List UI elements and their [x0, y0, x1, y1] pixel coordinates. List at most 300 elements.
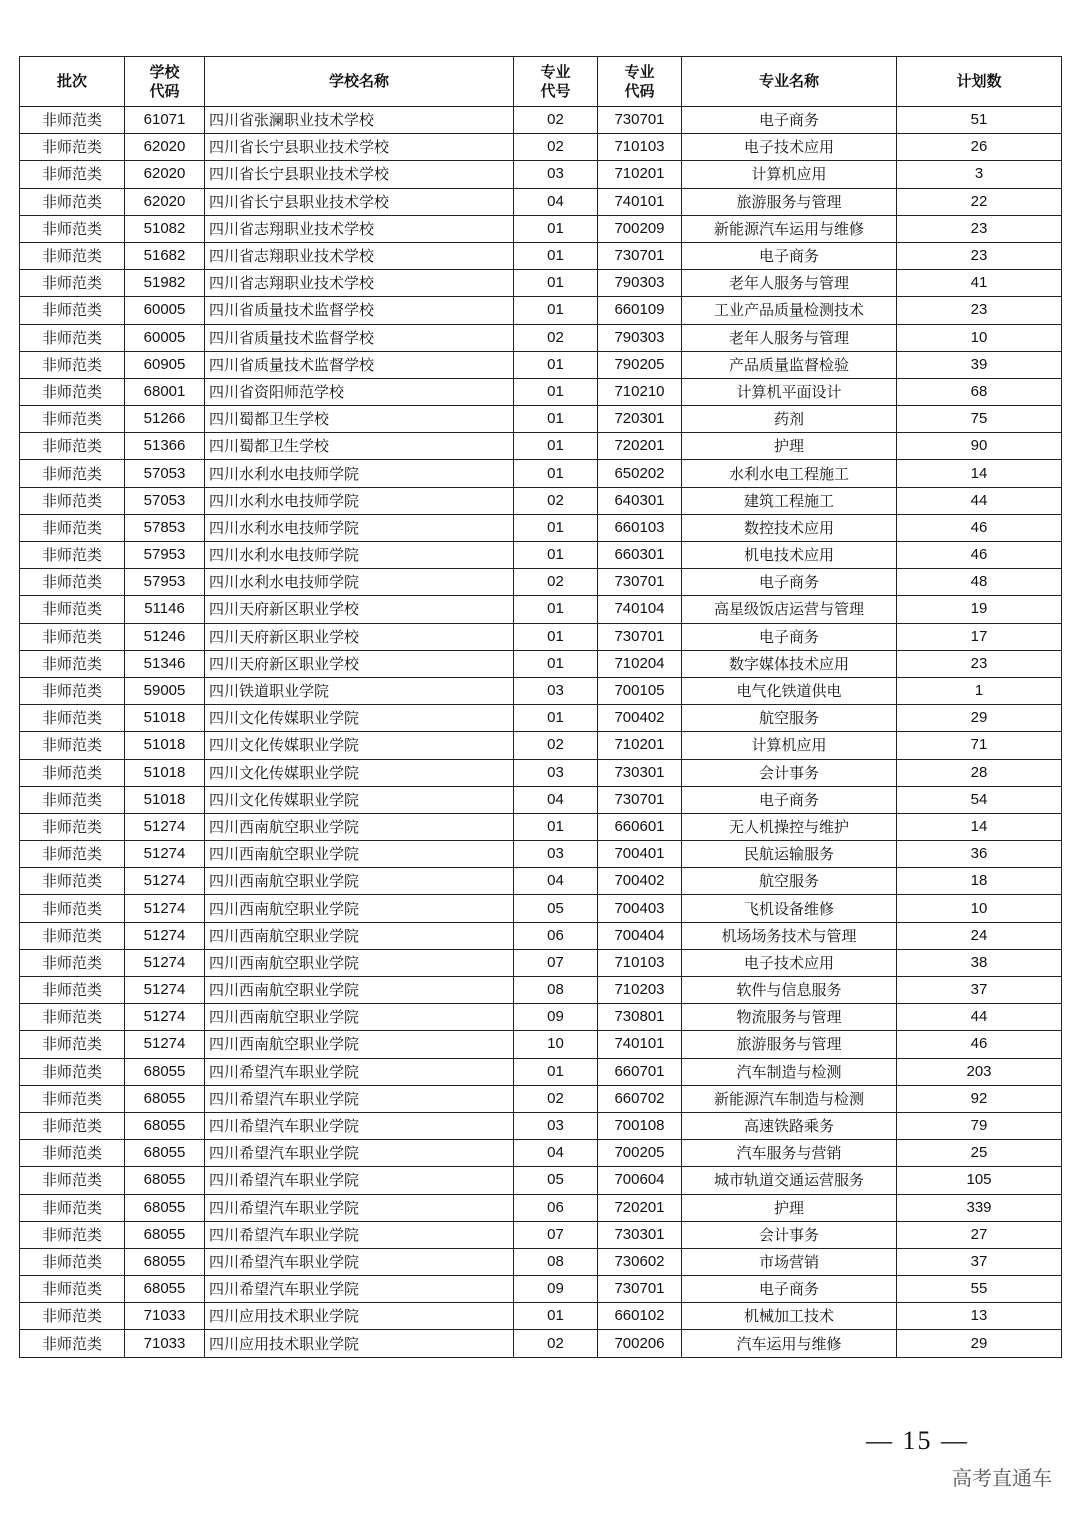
table-row	[20, 650, 1062, 677]
school-name-cell: 四川希望汽车职业学院	[205, 1140, 514, 1167]
table-row	[20, 1112, 1062, 1139]
major-code-cell: 790205	[598, 351, 682, 378]
school-code-cell: 71033	[125, 1330, 205, 1357]
major-no-cell: 01	[514, 378, 598, 405]
major-name-cell: 药剂	[682, 406, 897, 433]
batch-cell: 非师范类	[20, 596, 125, 623]
major-no-cell: 07	[514, 949, 598, 976]
table-row	[20, 732, 1062, 759]
school-code-cell: 62020	[125, 134, 205, 161]
batch-cell: 非师范类	[20, 1276, 125, 1303]
major-no-cell: 01	[514, 460, 598, 487]
school-name-cell: 四川省质量技术监督学校	[205, 297, 514, 324]
batch-cell: 非师范类	[20, 677, 125, 704]
school-name-cell: 四川希望汽车职业学院	[205, 1167, 514, 1194]
major-code-cell: 790303	[598, 270, 682, 297]
batch-cell: 非师范类	[20, 977, 125, 1004]
plan-count-cell: 25	[897, 1140, 1062, 1167]
school-name-cell: 四川水利水电技师学院	[205, 569, 514, 596]
plan-count-cell: 17	[897, 623, 1062, 650]
school-name-cell: 四川水利水电技师学院	[205, 460, 514, 487]
major-code-cell: 730301	[598, 759, 682, 786]
major-code-cell: 720201	[598, 433, 682, 460]
major-no-cell: 01	[514, 1058, 598, 1085]
school-name-cell: 四川希望汽车职业学院	[205, 1058, 514, 1085]
plan-count-cell: 79	[897, 1112, 1062, 1139]
school-name-cell: 四川水利水电技师学院	[205, 487, 514, 514]
batch-cell: 非师范类	[20, 1058, 125, 1085]
major-name-cell: 软件与信息服务	[682, 977, 897, 1004]
table-row	[20, 786, 1062, 813]
batch-cell: 非师范类	[20, 107, 125, 134]
major-name-cell: 计算机应用	[682, 161, 897, 188]
header-major-name: 专业名称	[682, 57, 897, 107]
school-code-cell: 51274	[125, 895, 205, 922]
batch-cell: 非师范类	[20, 1221, 125, 1248]
school-code-cell: 68055	[125, 1194, 205, 1221]
plan-count-cell: 27	[897, 1221, 1062, 1248]
table-row	[20, 1085, 1062, 1112]
table-row	[20, 705, 1062, 732]
major-name-cell: 汽车服务与营销	[682, 1140, 897, 1167]
batch-cell: 非师范类	[20, 270, 125, 297]
major-name-cell: 电子商务	[682, 1276, 897, 1303]
table-row	[20, 351, 1062, 378]
major-name-cell: 会计事务	[682, 759, 897, 786]
major-name-cell: 计算机应用	[682, 732, 897, 759]
table-row	[20, 1058, 1062, 1085]
major-code-cell: 660301	[598, 542, 682, 569]
major-name-cell: 会计事务	[682, 1221, 897, 1248]
table-row	[20, 623, 1062, 650]
school-name-cell: 四川省志翔职业技术学校	[205, 242, 514, 269]
school-code-cell: 57953	[125, 542, 205, 569]
table-row	[20, 1167, 1062, 1194]
major-no-cell: 04	[514, 868, 598, 895]
table-row	[20, 542, 1062, 569]
batch-cell: 非师范类	[20, 242, 125, 269]
table-row	[20, 297, 1062, 324]
batch-cell: 非师范类	[20, 297, 125, 324]
table-row	[20, 868, 1062, 895]
major-name-cell: 高速铁路乘务	[682, 1112, 897, 1139]
major-name-cell: 电子商务	[682, 107, 897, 134]
plan-count-cell: 37	[897, 1248, 1062, 1275]
school-name-cell: 四川天府新区职业学校	[205, 650, 514, 677]
major-code-cell: 730701	[598, 786, 682, 813]
batch-cell: 非师范类	[20, 1194, 125, 1221]
major-no-cell: 02	[514, 569, 598, 596]
major-name-cell: 机电技术应用	[682, 542, 897, 569]
major-no-cell: 06	[514, 1194, 598, 1221]
major-name-cell: 老年人服务与管理	[682, 270, 897, 297]
major-no-cell: 03	[514, 841, 598, 868]
school-code-cell: 51274	[125, 949, 205, 976]
major-no-cell: 02	[514, 732, 598, 759]
school-name-cell: 四川西南航空职业学院	[205, 949, 514, 976]
plan-count-cell: 92	[897, 1085, 1062, 1112]
table-row	[20, 406, 1062, 433]
plan-count-cell: 29	[897, 705, 1062, 732]
school-code-cell: 51346	[125, 650, 205, 677]
watermark: 高考直通车	[952, 1466, 1052, 1490]
major-name-cell: 城市轨道交通运营服务	[682, 1167, 897, 1194]
page-number: — 15 —	[866, 1426, 969, 1455]
school-code-cell: 68055	[125, 1276, 205, 1303]
major-code-cell: 660701	[598, 1058, 682, 1085]
school-code-cell: 71033	[125, 1303, 205, 1330]
batch-cell: 非师范类	[20, 1248, 125, 1275]
school-name-cell: 四川希望汽车职业学院	[205, 1248, 514, 1275]
major-no-cell: 04	[514, 188, 598, 215]
table-row	[20, 270, 1062, 297]
plan-count-cell: 29	[897, 1330, 1062, 1357]
major-name-cell: 电子技术应用	[682, 134, 897, 161]
major-code-cell: 700604	[598, 1167, 682, 1194]
major-code-cell: 740104	[598, 596, 682, 623]
major-name-cell: 建筑工程施工	[682, 487, 897, 514]
batch-cell: 非师范类	[20, 813, 125, 840]
header-major-no: 专业 代号	[514, 57, 598, 107]
school-code-cell: 51274	[125, 977, 205, 1004]
major-no-cell: 05	[514, 1167, 598, 1194]
plan-count-cell: 36	[897, 841, 1062, 868]
school-name-cell: 四川省长宁县职业技术学校	[205, 188, 514, 215]
major-no-cell: 01	[514, 813, 598, 840]
school-code-cell: 57053	[125, 460, 205, 487]
table-row	[20, 1303, 1062, 1330]
major-no-cell: 07	[514, 1221, 598, 1248]
major-no-cell: 02	[514, 487, 598, 514]
major-code-cell: 730801	[598, 1004, 682, 1031]
school-code-cell: 51018	[125, 732, 205, 759]
batch-cell: 非师范类	[20, 215, 125, 242]
school-code-cell: 62020	[125, 161, 205, 188]
major-no-cell: 01	[514, 650, 598, 677]
major-code-cell: 730701	[598, 623, 682, 650]
major-no-cell: 02	[514, 134, 598, 161]
table-row	[20, 161, 1062, 188]
major-no-cell: 01	[514, 406, 598, 433]
school-name-cell: 四川西南航空职业学院	[205, 868, 514, 895]
header-school-name: 学校名称	[205, 57, 514, 107]
major-no-cell: 02	[514, 107, 598, 134]
batch-cell: 非师范类	[20, 1330, 125, 1357]
school-name-cell: 四川西南航空职业学院	[205, 977, 514, 1004]
major-code-cell: 720301	[598, 406, 682, 433]
table-row	[20, 215, 1062, 242]
major-no-cell: 01	[514, 270, 598, 297]
table-row	[20, 841, 1062, 868]
table-header-row	[20, 57, 1062, 107]
major-no-cell: 03	[514, 677, 598, 704]
batch-cell: 非师范类	[20, 759, 125, 786]
plan-count-cell: 22	[897, 188, 1062, 215]
header-batch: 批次	[20, 57, 125, 107]
school-code-cell: 51082	[125, 215, 205, 242]
table-row	[20, 1221, 1062, 1248]
school-name-cell: 四川省长宁县职业技术学校	[205, 134, 514, 161]
major-code-cell: 650202	[598, 460, 682, 487]
major-code-cell: 640301	[598, 487, 682, 514]
school-code-cell: 68055	[125, 1248, 205, 1275]
major-no-cell: 03	[514, 1112, 598, 1139]
enrollment-plan-table	[19, 56, 1062, 1358]
major-name-cell: 数控技术应用	[682, 514, 897, 541]
school-code-cell: 51018	[125, 705, 205, 732]
major-name-cell: 老年人服务与管理	[682, 324, 897, 351]
plan-count-cell: 23	[897, 215, 1062, 242]
school-code-cell: 68001	[125, 378, 205, 405]
table-row	[20, 596, 1062, 623]
plan-count-cell: 26	[897, 134, 1062, 161]
plan-count-cell: 10	[897, 895, 1062, 922]
major-no-cell: 03	[514, 161, 598, 188]
major-no-cell: 01	[514, 433, 598, 460]
major-name-cell: 新能源汽车运用与维修	[682, 215, 897, 242]
major-code-cell: 710204	[598, 650, 682, 677]
batch-cell: 非师范类	[20, 650, 125, 677]
major-no-cell: 03	[514, 759, 598, 786]
batch-cell: 非师范类	[20, 514, 125, 541]
plan-count-cell: 51	[897, 107, 1062, 134]
table-row	[20, 514, 1062, 541]
major-name-cell: 旅游服务与管理	[682, 1031, 897, 1058]
batch-cell: 非师范类	[20, 1167, 125, 1194]
school-name-cell: 四川省志翔职业技术学校	[205, 270, 514, 297]
plan-count-cell: 13	[897, 1303, 1062, 1330]
major-code-cell: 730602	[598, 1248, 682, 1275]
major-name-cell: 产品质量监督检验	[682, 351, 897, 378]
batch-cell: 非师范类	[20, 406, 125, 433]
school-code-cell: 51274	[125, 1031, 205, 1058]
plan-count-cell: 48	[897, 569, 1062, 596]
batch-cell: 非师范类	[20, 786, 125, 813]
school-name-cell: 四川希望汽车职业学院	[205, 1221, 514, 1248]
major-code-cell: 700402	[598, 705, 682, 732]
school-name-cell: 四川省资阳师范学校	[205, 378, 514, 405]
plan-count-cell: 23	[897, 242, 1062, 269]
major-no-cell: 09	[514, 1276, 598, 1303]
school-code-cell: 51682	[125, 242, 205, 269]
major-code-cell: 660109	[598, 297, 682, 324]
major-code-cell: 730301	[598, 1221, 682, 1248]
table-row	[20, 1248, 1062, 1275]
major-code-cell: 700401	[598, 841, 682, 868]
plan-count-cell: 18	[897, 868, 1062, 895]
major-name-cell: 航空服务	[682, 868, 897, 895]
plan-count-cell: 44	[897, 487, 1062, 514]
school-name-cell: 四川文化传媒职业学院	[205, 732, 514, 759]
batch-cell: 非师范类	[20, 1004, 125, 1031]
major-name-cell: 民航运输服务	[682, 841, 897, 868]
major-name-cell: 计算机平面设计	[682, 378, 897, 405]
major-code-cell: 730701	[598, 1276, 682, 1303]
major-no-cell: 01	[514, 297, 598, 324]
header-major-code: 专业 代码	[598, 57, 682, 107]
school-name-cell: 四川文化传媒职业学院	[205, 759, 514, 786]
plan-count-cell: 24	[897, 922, 1062, 949]
major-name-cell: 护理	[682, 433, 897, 460]
school-code-cell: 57053	[125, 487, 205, 514]
plan-count-cell: 54	[897, 786, 1062, 813]
table-row	[20, 1330, 1062, 1357]
school-code-cell: 51018	[125, 786, 205, 813]
major-name-cell: 汽车制造与检测	[682, 1058, 897, 1085]
school-code-cell: 51018	[125, 759, 205, 786]
major-no-cell: 01	[514, 705, 598, 732]
major-name-cell: 机场场务技术与管理	[682, 922, 897, 949]
school-name-cell: 四川希望汽车职业学院	[205, 1085, 514, 1112]
school-code-cell: 51982	[125, 270, 205, 297]
table-row	[20, 460, 1062, 487]
major-name-cell: 旅游服务与管理	[682, 188, 897, 215]
batch-cell: 非师范类	[20, 188, 125, 215]
major-name-cell: 工业产品质量检测技术	[682, 297, 897, 324]
major-code-cell: 740101	[598, 188, 682, 215]
plan-count-cell: 14	[897, 813, 1062, 840]
plan-count-cell: 14	[897, 460, 1062, 487]
major-code-cell: 710201	[598, 161, 682, 188]
table-row	[20, 922, 1062, 949]
major-code-cell: 660601	[598, 813, 682, 840]
batch-cell: 非师范类	[20, 922, 125, 949]
school-code-cell: 62020	[125, 188, 205, 215]
major-name-cell: 市场营销	[682, 1248, 897, 1275]
plan-count-cell: 71	[897, 732, 1062, 759]
plan-count-cell: 105	[897, 1167, 1062, 1194]
major-no-cell: 08	[514, 977, 598, 1004]
plan-count-cell: 38	[897, 949, 1062, 976]
major-name-cell: 航空服务	[682, 705, 897, 732]
major-name-cell: 高星级饭店运营与管理	[682, 596, 897, 623]
plan-count-cell: 44	[897, 1004, 1062, 1031]
school-code-cell: 59005	[125, 677, 205, 704]
plan-count-cell: 90	[897, 433, 1062, 460]
major-code-cell: 720201	[598, 1194, 682, 1221]
table-row	[20, 324, 1062, 351]
major-code-cell: 700403	[598, 895, 682, 922]
school-code-cell: 68055	[125, 1112, 205, 1139]
table-row	[20, 107, 1062, 134]
major-code-cell: 710103	[598, 949, 682, 976]
plan-count-cell: 37	[897, 977, 1062, 1004]
batch-cell: 非师范类	[20, 841, 125, 868]
plan-count-cell: 55	[897, 1276, 1062, 1303]
major-no-cell: 01	[514, 514, 598, 541]
school-name-cell: 四川西南航空职业学院	[205, 1004, 514, 1031]
table-row	[20, 1194, 1062, 1221]
school-code-cell: 57953	[125, 569, 205, 596]
table-row	[20, 242, 1062, 269]
plan-count-cell: 39	[897, 351, 1062, 378]
major-name-cell: 数字媒体技术应用	[682, 650, 897, 677]
major-code-cell: 710210	[598, 378, 682, 405]
table-row	[20, 134, 1062, 161]
school-code-cell: 57853	[125, 514, 205, 541]
header-school-code: 学校 代码	[125, 57, 205, 107]
major-code-cell: 710203	[598, 977, 682, 1004]
school-name-cell: 四川应用技术职业学院	[205, 1303, 514, 1330]
major-no-cell: 01	[514, 1303, 598, 1330]
major-code-cell: 700209	[598, 215, 682, 242]
table-row	[20, 188, 1062, 215]
major-name-cell: 电子商务	[682, 786, 897, 813]
batch-cell: 非师范类	[20, 351, 125, 378]
major-no-cell: 01	[514, 623, 598, 650]
table-row	[20, 433, 1062, 460]
major-code-cell: 700105	[598, 677, 682, 704]
school-code-cell: 61071	[125, 107, 205, 134]
plan-count-cell: 23	[897, 650, 1062, 677]
plan-count-cell: 203	[897, 1058, 1062, 1085]
major-name-cell: 水利水电工程施工	[682, 460, 897, 487]
batch-cell: 非师范类	[20, 487, 125, 514]
major-no-cell: 01	[514, 542, 598, 569]
school-code-cell: 51274	[125, 1004, 205, 1031]
school-name-cell: 四川蜀都卫生学校	[205, 433, 514, 460]
batch-cell: 非师范类	[20, 378, 125, 405]
batch-cell: 非师范类	[20, 949, 125, 976]
major-code-cell: 700404	[598, 922, 682, 949]
school-code-cell: 68055	[125, 1167, 205, 1194]
major-no-cell: 02	[514, 1085, 598, 1112]
major-no-cell: 01	[514, 215, 598, 242]
major-code-cell: 700402	[598, 868, 682, 895]
table-row	[20, 813, 1062, 840]
header-plan-count: 计划数	[897, 57, 1062, 107]
major-name-cell: 汽车运用与维修	[682, 1330, 897, 1357]
major-no-cell: 04	[514, 786, 598, 813]
plan-count-cell: 1	[897, 677, 1062, 704]
school-name-cell: 四川省质量技术监督学校	[205, 324, 514, 351]
plan-count-cell: 23	[897, 297, 1062, 324]
major-code-cell: 710201	[598, 732, 682, 759]
school-code-cell: 60005	[125, 324, 205, 351]
school-code-cell: 60005	[125, 297, 205, 324]
school-name-cell: 四川应用技术职业学院	[205, 1330, 514, 1357]
major-name-cell: 电子技术应用	[682, 949, 897, 976]
major-no-cell: 08	[514, 1248, 598, 1275]
table-row	[20, 759, 1062, 786]
school-name-cell: 四川西南航空职业学院	[205, 1031, 514, 1058]
major-name-cell: 无人机操控与维护	[682, 813, 897, 840]
school-name-cell: 四川天府新区职业学校	[205, 596, 514, 623]
school-name-cell: 四川省质量技术监督学校	[205, 351, 514, 378]
table-row	[20, 895, 1062, 922]
school-name-cell: 四川希望汽车职业学院	[205, 1194, 514, 1221]
school-code-cell: 60905	[125, 351, 205, 378]
major-no-cell: 10	[514, 1031, 598, 1058]
table-row	[20, 569, 1062, 596]
school-name-cell: 四川省志翔职业技术学校	[205, 215, 514, 242]
batch-cell: 非师范类	[20, 868, 125, 895]
major-no-cell: 05	[514, 895, 598, 922]
plan-count-cell: 46	[897, 1031, 1062, 1058]
school-name-cell: 四川希望汽车职业学院	[205, 1276, 514, 1303]
major-code-cell: 740101	[598, 1031, 682, 1058]
school-code-cell: 68055	[125, 1085, 205, 1112]
major-code-cell: 730701	[598, 107, 682, 134]
batch-cell: 非师范类	[20, 1031, 125, 1058]
school-name-cell: 四川省张澜职业技术学校	[205, 107, 514, 134]
plan-count-cell: 19	[897, 596, 1062, 623]
plan-count-cell: 10	[897, 324, 1062, 351]
batch-cell: 非师范类	[20, 623, 125, 650]
plan-count-cell: 68	[897, 378, 1062, 405]
school-code-cell: 51266	[125, 406, 205, 433]
batch-cell: 非师范类	[20, 1112, 125, 1139]
